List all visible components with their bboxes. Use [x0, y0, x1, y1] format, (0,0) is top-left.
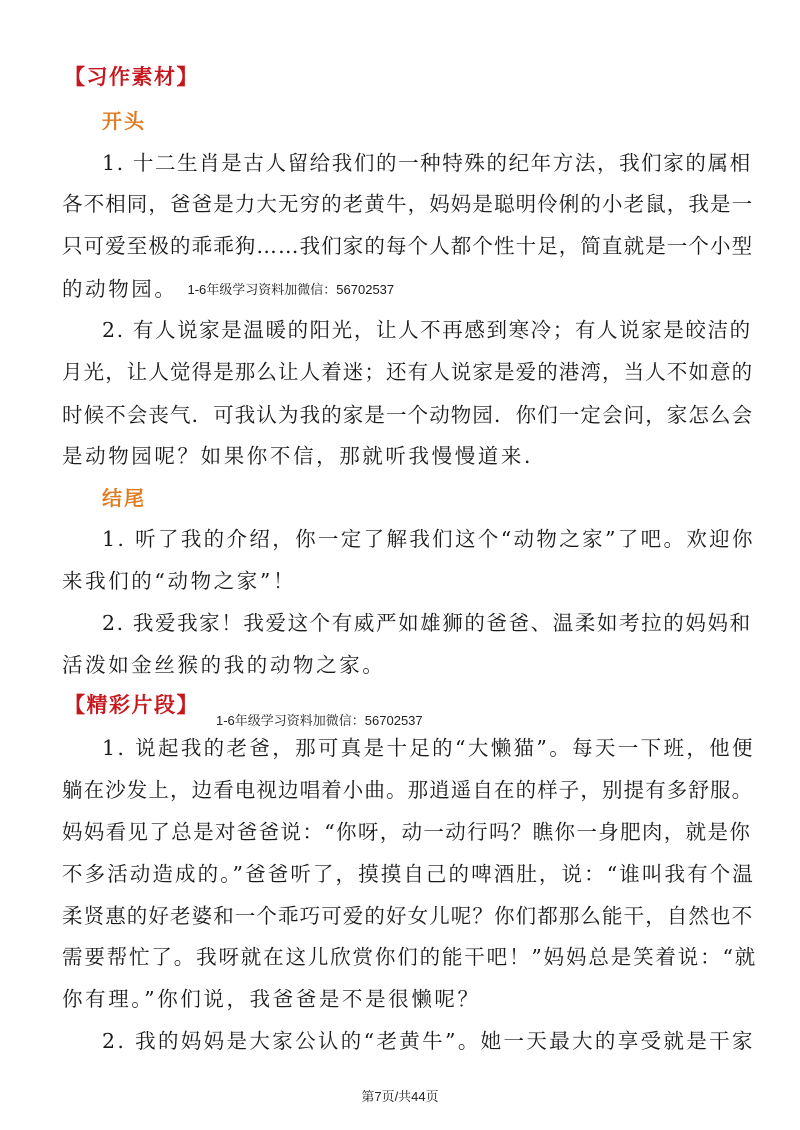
watermark-text: 1-6年级学习资料加微信：56702537: [187, 282, 395, 297]
section-title-highlight: 【精彩片段】: [64, 692, 199, 717]
text-line: 柔贤惠的好老婆和一个乖巧可爱的好女儿呢？你们都那么能干，自然也不: [62, 904, 754, 928]
text-line: 1. 说起我的老爸，那可真是十足的“大懒猫”。每天一下班，他便: [102, 736, 755, 760]
text-line: 只可爱至极的乖乖狗……我们家的每个人都个性十足，简直就是一个小型: [62, 234, 754, 258]
page-number: 第7页/共44页: [361, 1089, 439, 1104]
text-line: 1. 十二生肖是古人留给我们的一种特殊的纪年方法，我们家的属相: [102, 151, 752, 175]
text-line: 需要帮忙了。我呀就在这儿欣赏你们的能干吧！”妈妈总是笑着说：“就: [62, 945, 758, 969]
text-line: 2. 我的妈妈是大家公认的“老黄牛”。她一天最大的享受就是干家: [102, 1029, 755, 1053]
text-line: 活泼如金丝猴的我的动物之家。: [62, 653, 386, 677]
text-line: 2. 有人说家是温暖的阳光，让人不再感到寒冷；有人说家是皎洁的: [102, 318, 752, 342]
text-line: 不多活动造成的。”爸爸听了，摸摸自己的啤酒肚，说：“谁叫我有个温: [62, 862, 755, 886]
text-line-last: [62, 274, 394, 305]
text-line: 1. 听了我的介绍，你一定了解我们这个“动物之家”了吧。欢迎你: [102, 527, 755, 551]
text-segment: 的动物园。: [62, 277, 178, 301]
watermark-text: 1-6年级学习资料加微信：56702537: [216, 713, 423, 728]
section-title-material: 【习作素材】: [64, 64, 199, 89]
text-line: 躺在沙发上，边看电视边唱着小曲。那逍遥自在的样子，别提有多舒服。: [62, 778, 754, 802]
subtitle-opening: 开头: [102, 109, 146, 133]
text-line: 月光，让人觉得是那么让人着迷；还有人说家是爱的港湾，当人不如意的: [62, 360, 754, 384]
text-line: 2. 我爱我家！我爱这个有威严如雄狮的爸爸、温柔如考拉的妈妈和: [102, 611, 752, 635]
text-line: 你有理。”你们说，我爸爸是不是很懒呢？: [62, 987, 481, 1011]
subtitle-ending: 结尾: [102, 486, 146, 510]
text-line: 来我们的“动物之家”！: [62, 569, 297, 593]
text-line: 是动物园呢？如果你不信，那就听我慢慢道来．: [62, 444, 548, 468]
text-line: 妈妈看见了总是对爸爸说：“你呀，动一动行吗？瞧你一身肥肉，就是你: [62, 820, 752, 844]
text-line: 各不相同，爸爸是力大无穷的老黄牛，妈妈是聪明伶俐的小老鼠，我是一: [62, 192, 754, 216]
text-line: 时候不会丧气．可我认为我的家是一个动物园．你们一定会问，家怎么会: [62, 403, 754, 427]
